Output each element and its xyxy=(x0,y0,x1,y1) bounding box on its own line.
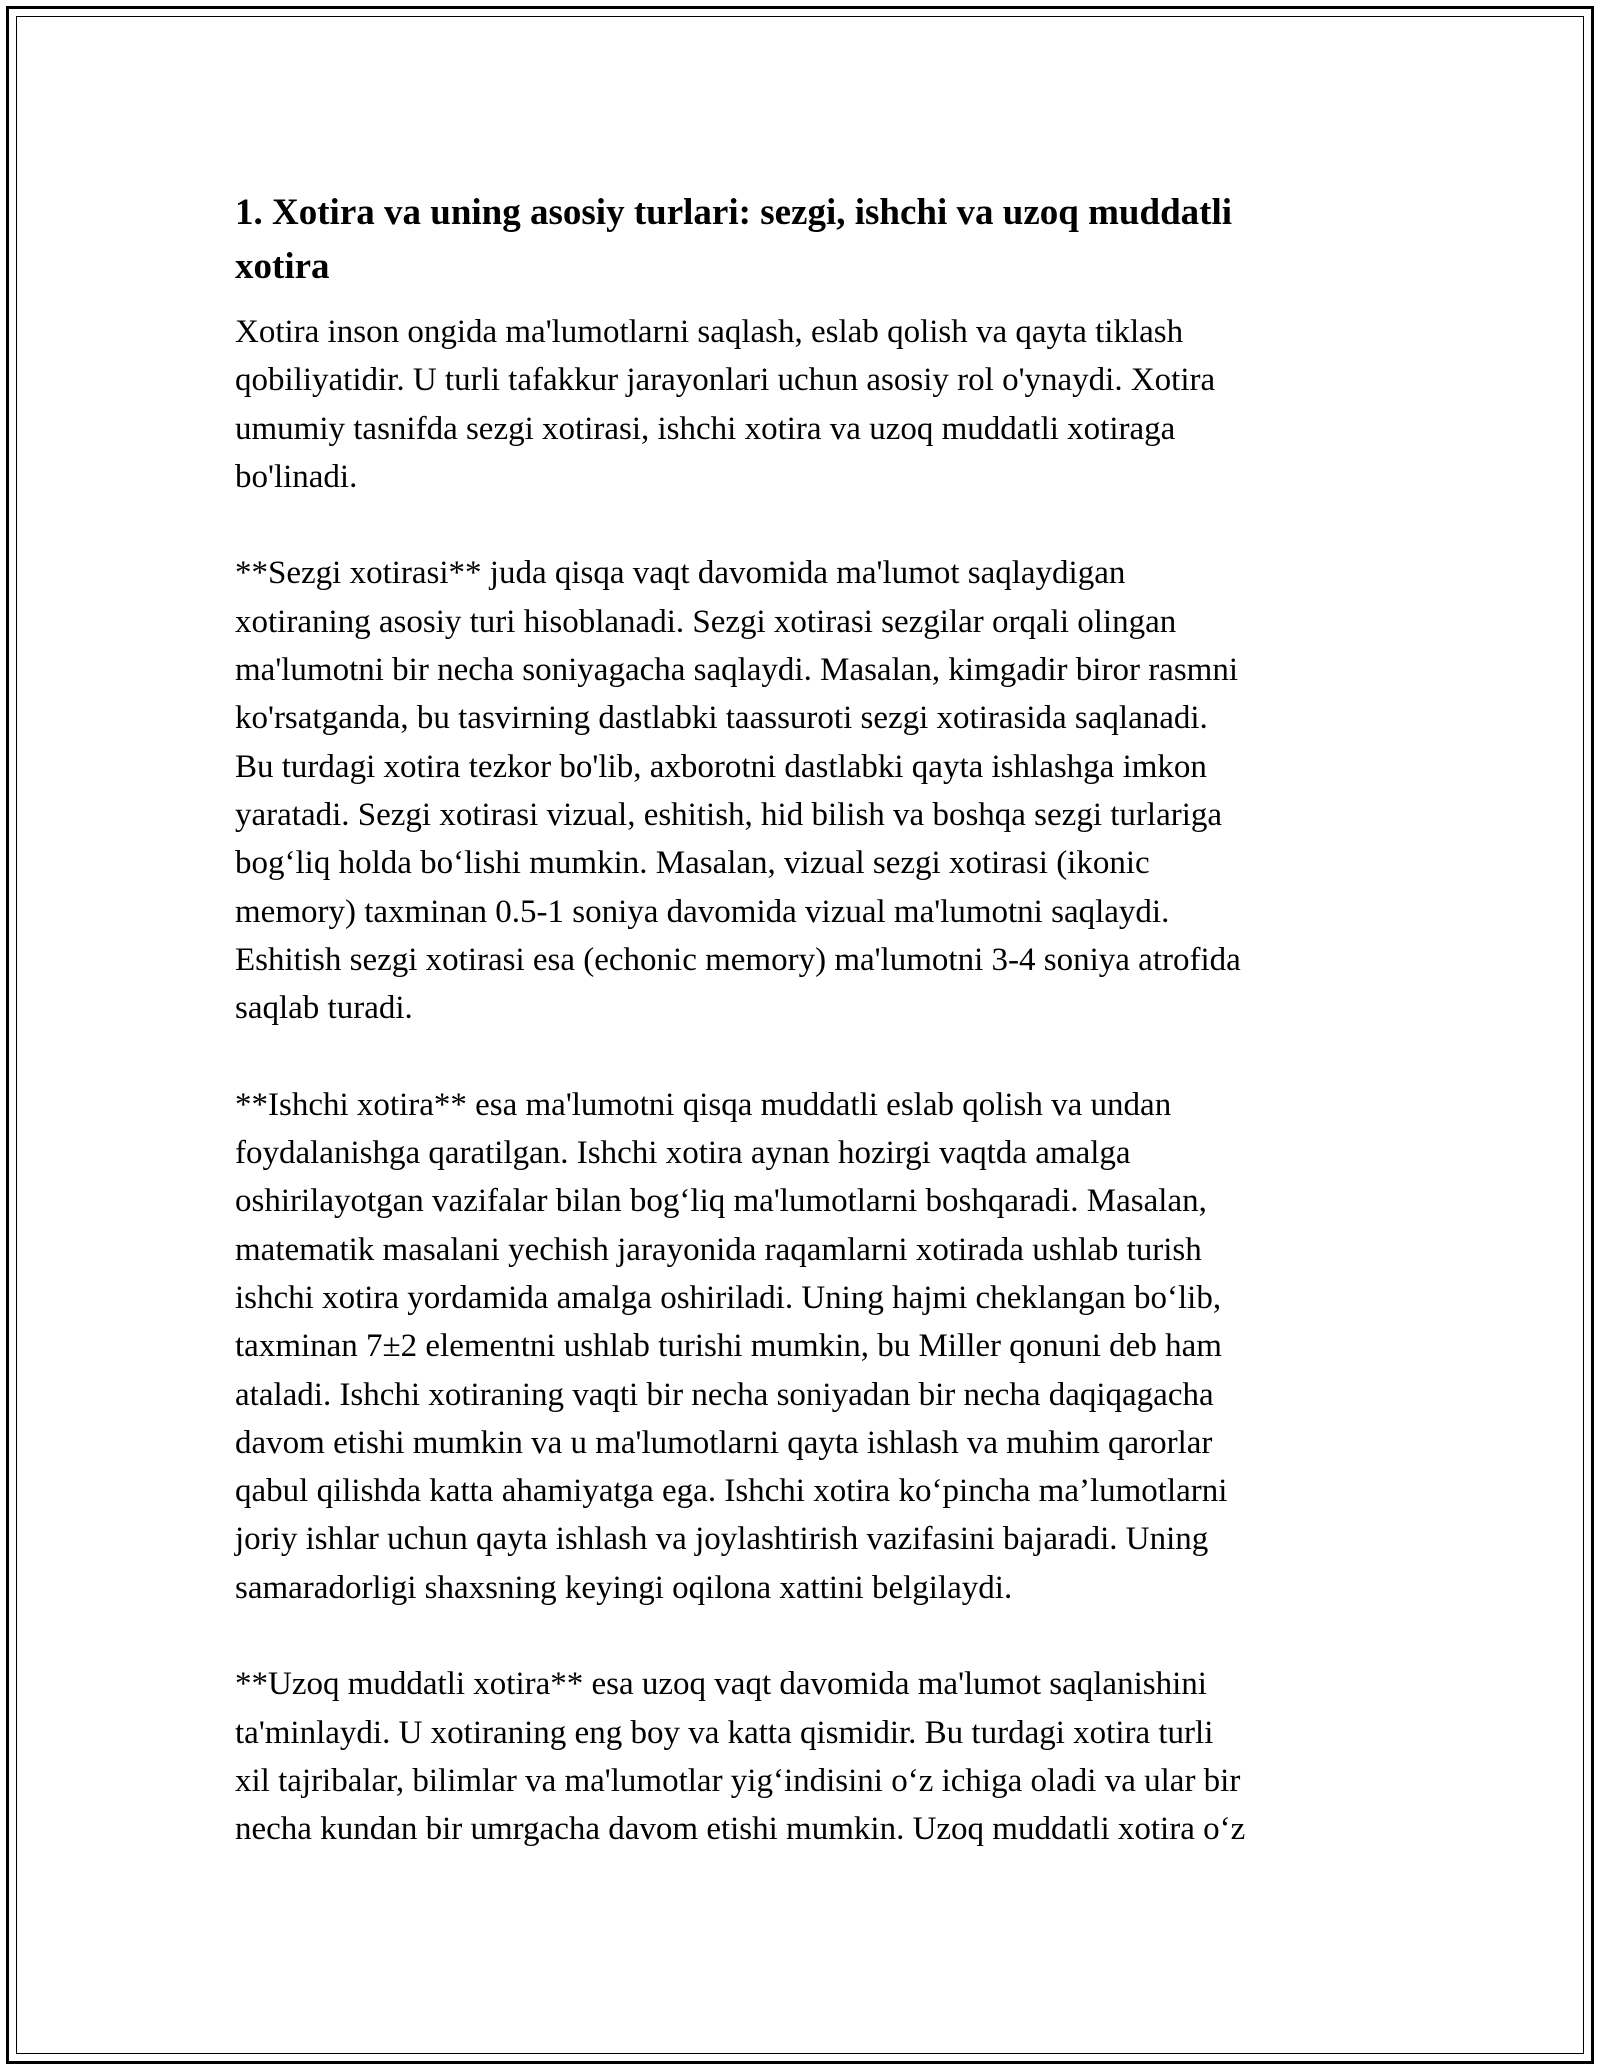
paragraph-sensory-memory: **Sezgi xotirasi** juda qisqa vaqt davomida ma'lumot saqlaydigan xotiraning asosiy turi hisoblanadi. Sezgi xotirasi sezgilar orqali olingan ma'lumotni bir necha soniyagacha saqlaydi. Masalan, kimgadir biror rasmni ko'rsatganda, bu tasvirning dastlabki taassuroti sezgi xotirasida saqlanadi. Bu turdagi xotira tezkor bo'lib, axborotni dastlabki qayta ishlashga imkon yaratadi. Sezgi xotirasi vizual, eshitish, hid bilish va boshqa sezgi turlariga bog‘liq holda bo‘lishi mumkin. Masalan, vizual sezgi xotirasi (ikonic memory) taxminan 0.5-1 soniya davomida vizual ma'lumotni saqlaydi. Eshitish sezgi xotirasi esa (echonic memory) ma'lumotni 3-4 soniya atrofida saqlab turadi. xyxy=(235,555,1241,1027)
document-body xyxy=(235,186,1375,1854)
paragraph-working-memory: **Ishchi xotira** esa ma'lumotni qisqa muddatli eslab qolish va undan foydalanishga qaratilgan. Ishchi xotira aynan hozirgi vaqtda amalga oshirilayotgan vazifalar bilan bog‘liq ma'lumotlarni boshqaradi. Masalan, matematik masalani yechish jarayonida raqamlarni xotirada ushlab turish ishchi xotira yordamida amalga oshiriladi. Uning hajmi cheklangan bo‘lib, taxminan 7±2 elementni ushlab turishi mumkin, bu Miller qonuni deb ham ataladi. Ishchi xotiraning vaqti bir necha soniyadan bir necha daqiqagacha davom etishi mumkin va u ma'lumotlarni qayta ishlash va muhim qarorlar qabul qilishda katta ahamiyatga ega. Ishchi xotira ko‘pincha ma’lumotlarni joriy ishlar uchun qayta ishlash va joylashtirish vazifasini bajaradi. Uning samaradorligi shaxsning keyingi oqilona xattini belgilaydi. xyxy=(235,1086,1228,1606)
paragraph-intro: Xotira inson ongida ma'lumotlarni saqlash, eslab qolish va qayta tiklash qobiliyatidir. U turli tafakkur jarayonlari uchun asosiy rol o'ynaydi. Xotira umumiy tasnifda sezgi xotirasi, ishchi xotira va uzoq muddatli xotiraga bo'linadi. xyxy=(235,314,1216,495)
paragraph-long-term-memory: **Uzoq muddatli xotira** esa uzoq vaqt davomida ma'lumot saqlanishini ta'minlaydi. U xotiraning eng boy va katta qismidir. Bu turdagi xotira turli xil tajribalar, bilimlar va ma'lumotlar yig‘indisini o‘z ichiga oladi va ular bir necha kundan bir umrgacha davom etishi mumkin. Uzoq muddatli xotira o‘z xyxy=(235,1666,1246,1848)
page-title: 1. Xotira va uning asosiy turlari: sezgi, ishchi va uzoq muddatli xotira xyxy=(235,192,1233,287)
